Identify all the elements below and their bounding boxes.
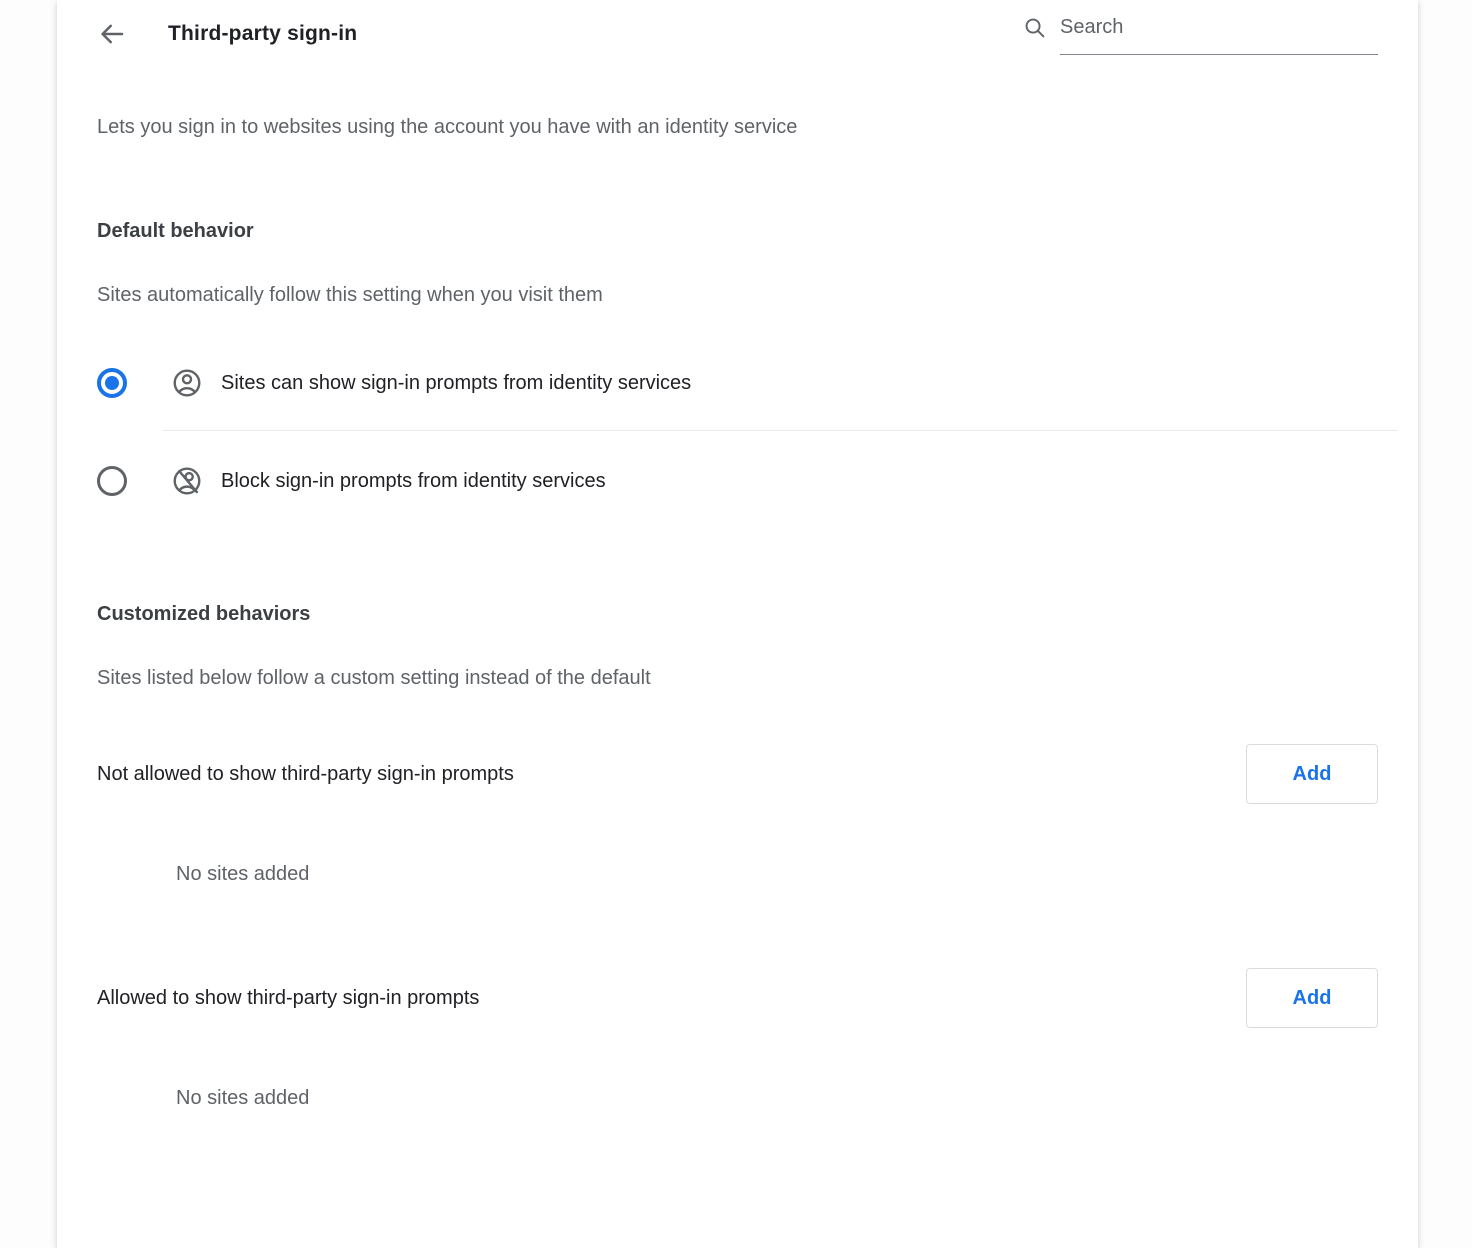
page-description: Lets you sign in to websites using the account you have with an identity service	[97, 116, 798, 138]
add-blocked-site-button[interactable]: Add	[1246, 744, 1378, 804]
search-icon	[1023, 16, 1046, 39]
blocked-sites-label: Not allowed to show third-party sign-in prompts	[97, 763, 514, 785]
page-header	[97, 0, 1378, 44]
search-box	[1023, 14, 1378, 55]
customized-behaviors-heading: Customized behaviors	[97, 603, 311, 625]
option-allow-signin-prompts[interactable]	[97, 335, 1378, 431]
account-circle-icon	[171, 367, 203, 399]
radio-selected[interactable]	[97, 368, 127, 398]
option-label: Block sign-in prompts from identity services	[221, 470, 606, 492]
allowed-sites-row	[97, 968, 1378, 1028]
back-button[interactable]	[94, 16, 130, 52]
allowed-sites-label: Allowed to show third-party sign-in prompts	[97, 987, 480, 1009]
search-input[interactable]	[1060, 14, 1378, 55]
radio-unselected[interactable]	[97, 466, 127, 496]
blocked-sites-row	[97, 744, 1378, 804]
account-circle-off-icon	[171, 465, 203, 497]
default-behavior-heading: Default behavior	[97, 220, 254, 242]
blocked-sites-empty: No sites added	[176, 863, 310, 885]
option-block-signin-prompts[interactable]	[97, 431, 1378, 531]
add-allowed-site-button[interactable]: Add	[1246, 968, 1378, 1028]
page-title: Third-party sign-in	[168, 22, 358, 45]
settings-card	[57, 0, 1418, 1248]
default-behavior-subheading: Sites automatically follow this setting when you visit them	[97, 284, 603, 306]
arrow-back-icon	[97, 19, 127, 49]
allowed-sites-empty: No sites added	[176, 1087, 310, 1109]
customized-behaviors-subheading: Sites listed below follow a custom setting instead of the default	[97, 667, 651, 689]
option-label: Sites can show sign-in prompts from identity services	[221, 372, 692, 394]
